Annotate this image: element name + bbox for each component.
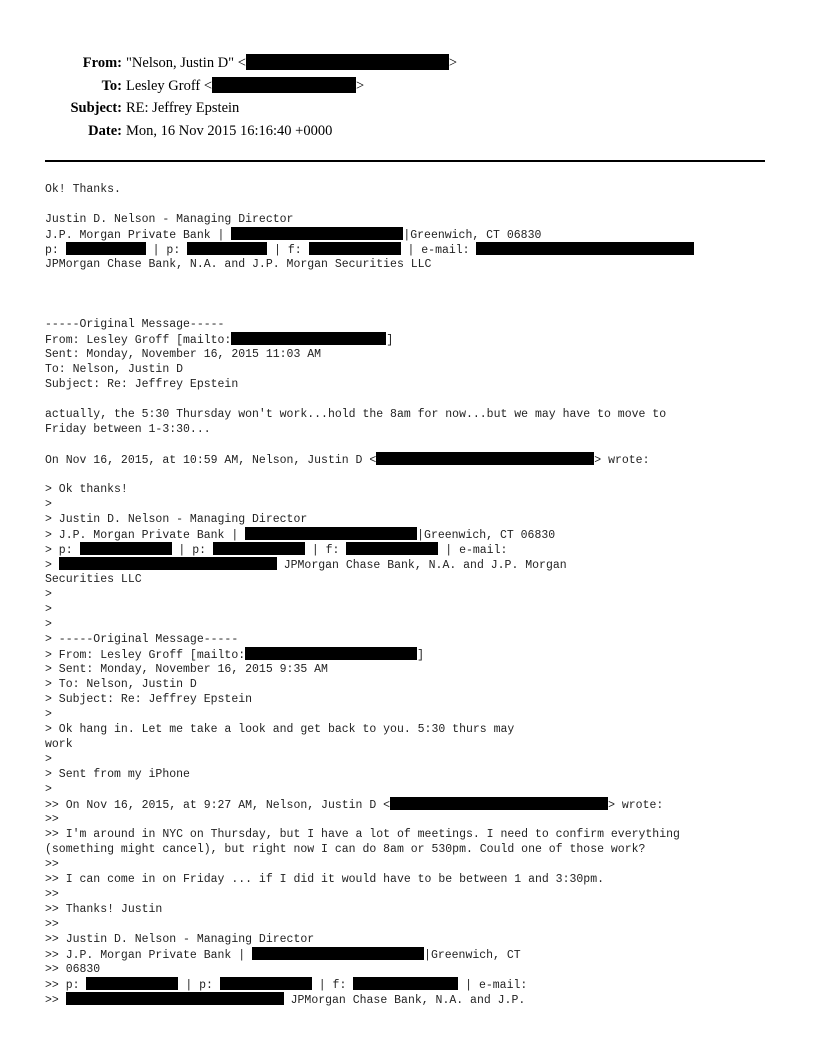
quoted-line: > Justin D. Nelson - Managing Director [45,513,308,526]
body-line [45,467,775,482]
quoted-header-line: -----Original Message----- [45,318,225,331]
redaction-block [353,977,458,990]
quoted-line: >> On Nov 16, 2015, at 9:27 AM, Nelson, Justin D < > wrote: [45,799,664,812]
redaction-block [86,977,178,990]
quoted-line: >> [45,858,59,871]
quoted-header-line: Subject: Re: Jeffrey Epstein [45,378,239,391]
quoted-line: >> [45,813,59,826]
to-value [126,77,364,95]
body-line [45,392,775,407]
body-line [45,272,775,287]
body-line: Ok! Thanks. [45,183,121,196]
signature-line: J.P. Morgan Private Bank | |Greenwich, CT 06830 [45,229,542,242]
redaction-block [66,992,284,1005]
body-line: actually, the 5:30 Thursday won't work...hold the 8am for now...but we may have to move to [45,408,667,421]
to-name: Lesley Groff < [126,78,213,94]
quoted-line: > p: | p: | f: | e-mail: [45,544,508,557]
signature-line: p: | p: | f: | e-mail: [45,242,775,257]
redaction-block [80,542,172,555]
quoted-line: (something might cancel), but right now I can do 8am or 530pm. Could one of those work? [45,843,646,856]
body-line [45,437,775,452]
quoted-line: >> Justin D. Nelson - Managing Director [45,933,315,946]
header-divider [45,160,765,162]
signature-line: JPMorgan Chase Bank, N.A. and J.P. Morgan Securities LLC [45,258,432,271]
subject-value: RE: Jeffrey Epstein [126,100,240,116]
to-label: To: [101,78,122,94]
quoted-line: >> JPMorgan Chase Bank, N.A. and J.P. [45,994,526,1007]
redaction-block [213,542,305,555]
redaction-block [245,647,417,660]
quoted-line: work [45,738,73,751]
redaction-block [309,242,401,255]
quoted-line: > Ok thanks! [45,483,128,496]
quoted-line: Securities LLC [45,573,142,586]
quoted-line: > Ok hang in. Let me take a look and get back to you. 5:30 thurs may [45,723,515,736]
from-value [126,54,457,72]
redaction-block [66,242,146,255]
quoted-line: > From: Lesley Groff [mailto: ] [45,649,425,662]
quoted-line: > [45,618,52,631]
body-line [45,302,775,317]
redaction-block [59,557,277,570]
to-close: > [356,78,365,94]
redaction-block [346,542,438,555]
quoted-line: >> [45,888,59,901]
quoted-line: >> I'm around in NYC on Thursday, but I have a lot of meetings. I need to confirm everything [45,828,680,841]
quoted-line: > To: Nelson, Justin D [45,678,197,691]
quoted-line: > J.P. Morgan Private Bank | |Greenwich, CT 06830 [45,529,556,542]
body-line: On Nov 16, 2015, at 10:59 AM, Nelson, Justin D < > wrote: [45,454,650,467]
quoted-line: > Subject: Re: Jeffrey Epstein [45,693,253,706]
signature-line: Justin D. Nelson - Managing Director [45,213,294,226]
quoted-line: > [45,708,52,721]
quoted-header-line: From: Lesley Groff [mailto: ] [45,334,394,347]
date-value: Mon, 16 Nov 2015 16:16:40 +0000 [126,123,333,139]
quoted-line: > -----Original Message----- [45,633,239,646]
quoted-line: >> I can come in on Friday ... if I did it would have to be between 1 and 3:30pm. [45,873,604,886]
redaction-block [212,77,356,93]
subject-label: Subject: [70,100,122,116]
quoted-line: >> 06830 [45,963,101,976]
quoted-line: > Sent from my iPhone [45,768,190,781]
redaction-block [220,977,312,990]
quoted-line: > [45,588,52,601]
quoted-header-line: To: Nelson, Justin D [45,363,184,376]
from-close: > [448,55,458,71]
quoted-line: >> J.P. Morgan Private Bank | |Greenwich, CT [45,949,521,962]
redaction-block [231,227,403,240]
from-name: "Nelson, Justin D" < [126,55,246,71]
quoted-line: >> p: | p: | f: | e-mail: [45,979,528,992]
redaction-block [390,797,608,810]
date-label: Date: [88,123,122,139]
email-body [45,182,775,1007]
redaction-block [376,452,594,465]
quoted-line: >> Thanks! Justin [45,903,163,916]
from-label: From: [82,55,122,71]
body-line: Friday between 1-3:30... [45,423,211,436]
body-line [45,197,775,212]
quoted-line: >> [45,918,59,931]
quoted-header-line: Sent: Monday, November 16, 2015 11:03 AM [45,348,322,361]
redaction-block [246,54,449,70]
quoted-line: > Sent: Monday, November 16, 2015 9:35 AM [45,663,328,676]
redaction-block [231,332,386,345]
redaction-block [252,947,424,960]
quoted-line: > [45,753,52,766]
quoted-line: > [45,783,52,796]
quoted-line: > JPMorgan Chase Bank, N.A. and J.P. Morgan [45,559,567,572]
redaction-block [187,242,267,255]
body-line [45,287,775,302]
quoted-line: > [45,603,52,616]
redaction-block [476,242,694,255]
redaction-block [245,527,417,540]
quoted-line: > [45,498,52,511]
